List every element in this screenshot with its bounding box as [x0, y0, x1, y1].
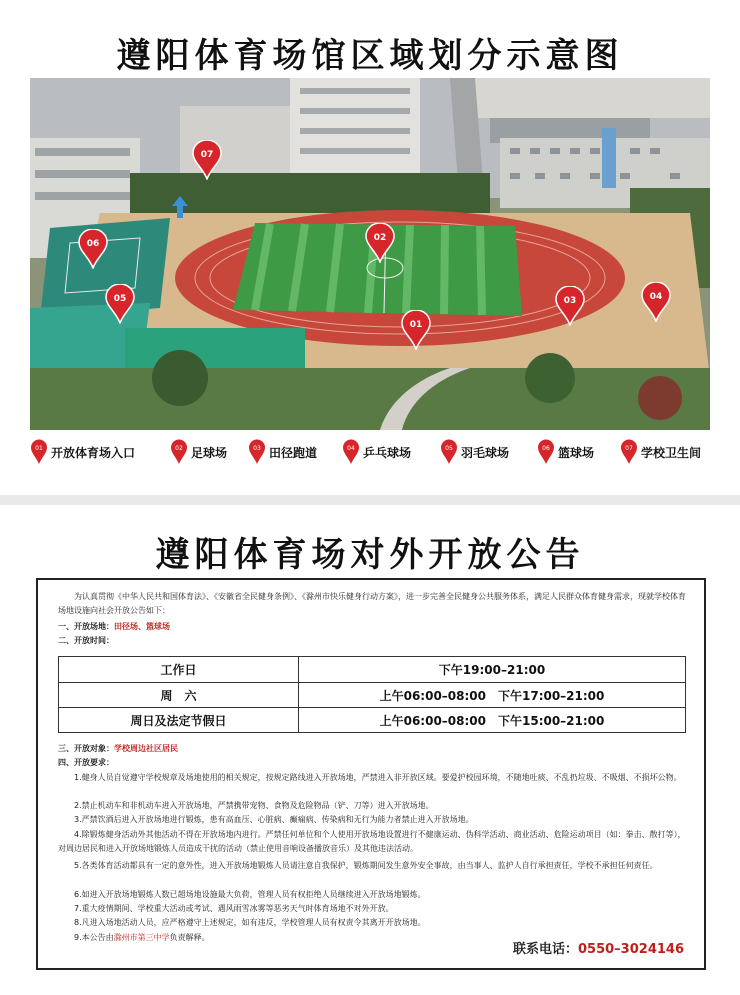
contact-label: 联系电话：	[512, 942, 578, 957]
notice-body	[36, 578, 706, 970]
hours-time: 下午19:00–21:00	[299, 657, 686, 683]
map-pin-icon	[170, 439, 188, 465]
map-pin-icon	[248, 439, 266, 465]
marker-07-num: 07	[200, 150, 214, 160]
section-open-target-value: 学校周边社区居民	[114, 744, 178, 753]
contact-number[interactable]: 0550–3024146	[578, 942, 684, 957]
legend-item-toilet	[620, 437, 701, 467]
svg-text:05: 05	[445, 445, 453, 452]
hours-day: 周 六	[59, 683, 299, 708]
hours-time: 上午06:00–08:00 下午15:00–21:00	[299, 708, 686, 733]
marker-02-pin[interactable]	[365, 223, 395, 263]
rule-item: 8.凡进入场地活动人员，应严格遵守上述规定，如有违反，学校管理人员有权责令其离开开放场地。	[74, 918, 426, 927]
map-pin-icon	[537, 439, 555, 465]
rule-item: 1.健身人员自觉遵守学校规章及场地使用的相关规定，按规定路线进入开放场地，严禁进入非开放区域。要爱护校园环境，不随地吐痰、不乱扔垃圾、不吸烟、不损坏公物。	[74, 773, 682, 782]
legend-label-pingpong: 乒乓球场	[363, 445, 412, 460]
map-legend	[30, 433, 720, 473]
svg-text:01: 01	[35, 445, 43, 452]
rule-item-9: 9.本公告由滁州市第三中学负责解释。	[74, 933, 210, 942]
map-pin-icon	[342, 439, 360, 465]
legend-item-football	[170, 437, 227, 467]
legend-item-track	[248, 437, 317, 467]
section-open-target	[58, 742, 178, 756]
table-row	[59, 708, 686, 733]
map-pin-icon	[620, 439, 638, 465]
rule-item: 2.禁止机动车和非机动车进入开放场地，严禁携带宠物、食物及危险物品（铲、刀等）进入开放场地。	[74, 801, 434, 810]
marker-01-num: 01	[409, 320, 423, 330]
section-open-venues-value: 田径场、篮球场	[114, 622, 170, 631]
svg-text:02: 02	[175, 445, 183, 452]
section-requirements-label: 四、开放要求：	[58, 758, 114, 767]
marker-07-pin[interactable]	[192, 140, 222, 180]
legend-item-basketball	[537, 437, 594, 467]
legend-label-entrance: 开放体育场入口	[51, 445, 136, 460]
legend-label-badminton: 羽毛球场	[461, 445, 510, 460]
svg-text:07: 07	[625, 445, 633, 452]
svg-text:04: 04	[347, 445, 355, 452]
table-row	[59, 657, 686, 683]
rule-item: 6.如进入开放场地锻炼人数已超场地设施最大负荷，管理人员有权拒绝人员继续进入开放场地锻炼。	[74, 890, 426, 899]
marker-06-pin[interactable]	[78, 229, 108, 269]
section-open-venues-label: 一、开放场地：	[58, 622, 114, 631]
table-row	[59, 683, 686, 708]
legend-item-badminton	[440, 437, 509, 467]
marker-03-pin[interactable]	[555, 286, 585, 326]
marker-02-num: 02	[373, 233, 387, 243]
section-open-target-label: 三、开放对象：	[58, 744, 114, 753]
legend-item-entrance	[30, 437, 135, 467]
marker-05-num: 05	[113, 294, 127, 304]
svg-text:06: 06	[542, 445, 550, 452]
hours-day: 工作日	[59, 657, 299, 683]
svg-text:03: 03	[253, 445, 261, 452]
rule-item: 4.除锻炼健身活动外其他活动不得在开放场地内进行。严禁任何单位和个人使用开放场地设置进行不健康运动、伪科学活动、商业活动、危险运动项目（如：拳击、散打等），对周边居民和进入开放场地锻炼人员造成干扰的活动（禁止使用音响设备播放音乐）及其他违法活动。	[58, 830, 686, 853]
section-open-venues	[58, 620, 170, 634]
marker-04-pin[interactable]	[641, 282, 671, 322]
hours-day: 周日及法定节假日	[59, 708, 299, 733]
map-title: 遵阳体育场馆区域划分示意图	[116, 36, 624, 76]
hours-time: 上午06:00–08:00 下午17:00–21:00	[299, 683, 686, 708]
legend-label-basketball: 篮球场	[558, 445, 595, 460]
notice-sheet	[0, 505, 740, 995]
notice-title: 遵阳体育场对外开放公告	[155, 535, 585, 575]
marker-03-num: 03	[563, 296, 577, 306]
section-open-hours-label: 二、开放时间：	[58, 636, 114, 645]
map-sheet	[0, 0, 740, 495]
legend-item-pingpong	[342, 437, 411, 467]
notice-intro: 为认真贯彻《中华人民共和国体育法》、《安徽省全民健身条例》、《滁州市快乐健身行动方案》，进一步完善全民健身公共服务体系，满足人民群众体育健身需求，现就学校体育场地设施向社会开放公告如下：	[58, 592, 686, 615]
school-name: 滁州市第三中学	[113, 933, 170, 942]
marker-04-num: 04	[649, 292, 663, 302]
rule-item: 3.严禁饮酒后进入开放场地进行锻炼，患有高血压、心脏病、癫痫病、传染病和无行为能力者禁止进入开放场地。	[74, 815, 474, 824]
marker-05-pin[interactable]	[105, 284, 135, 324]
marker-06-num: 06	[86, 239, 100, 249]
rule-item: 7.重大疫情期间、学校重大活动或考试、遇风雨雪冰雾等恶劣天气时体育场地不对外开放。	[74, 904, 394, 913]
legend-label-football: 足球场	[191, 445, 228, 460]
marker-01-pin[interactable]	[401, 310, 431, 350]
contact-phone	[513, 938, 684, 957]
map-pin-icon	[440, 439, 458, 465]
rule-item: 5.各类体育活动都具有一定的意外性，进入开放场地锻炼人员请注意自我保护，锻炼期间发生意外安全事故，由当事人、监护人自行承担责任，学校不承担任何责任。	[74, 861, 658, 870]
legend-label-track: 田径跑道	[269, 445, 318, 460]
map-pin-icon	[30, 439, 48, 465]
aerial-photo	[30, 78, 710, 430]
open-hours-table	[58, 656, 686, 733]
legend-label-toilet: 学校卫生间	[641, 445, 702, 460]
